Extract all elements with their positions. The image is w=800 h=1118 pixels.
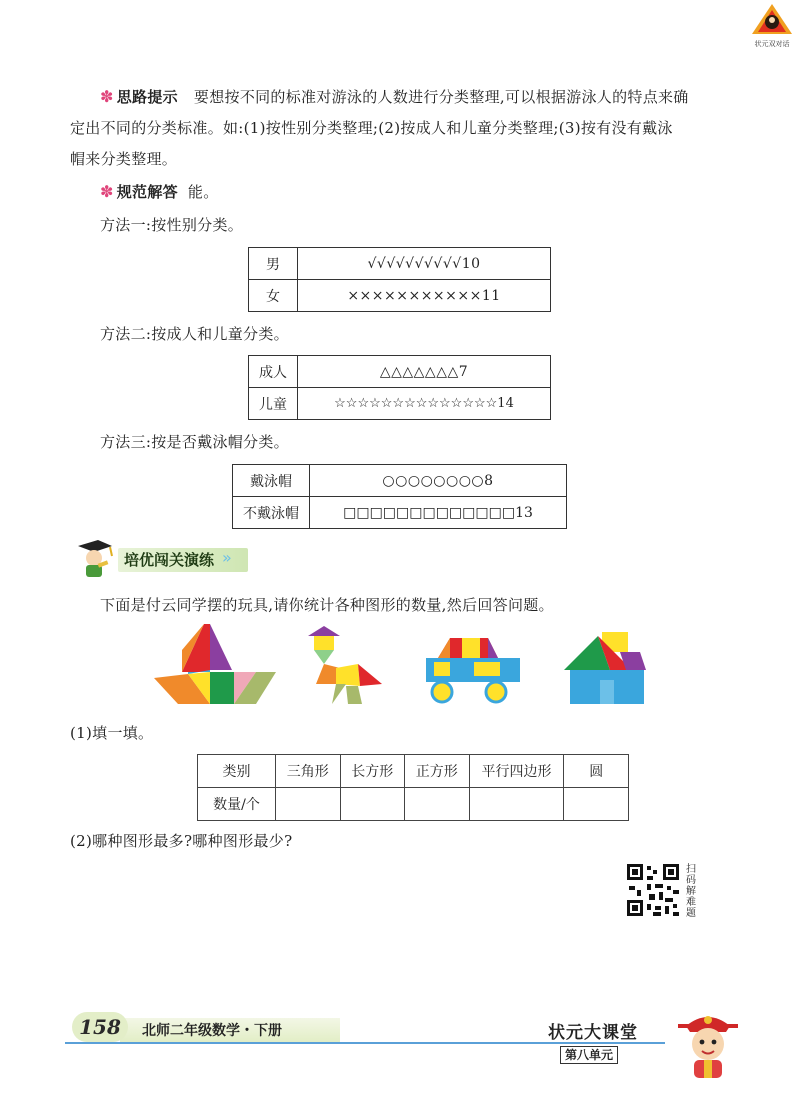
practice-question: 下面是付云同学摆的玩具,请你统计各种图形的数量,然后回答问题。 — [100, 596, 554, 614]
answer-label: 规范解答 — [116, 183, 178, 201]
hint-line-1 — [70, 81, 740, 113]
tangram-car — [424, 632, 524, 712]
tangram-bird — [302, 624, 392, 714]
question-2: (2)哪种图形最多?哪种图形最少? — [70, 832, 293, 850]
row-value: √√√√√√√√√√10 — [298, 248, 551, 280]
hint-text-1: 要想按不同的标准对游泳的人数进行分类整理,可以根据游泳人的特点来确 — [193, 88, 689, 106]
row-label: 不戴泳帽 — [233, 497, 310, 529]
hint-label: 思路提示 — [116, 88, 178, 106]
qr-code[interactable] — [625, 862, 681, 918]
flower-icon: ✽ — [100, 182, 114, 201]
answer-cell-triangle[interactable] — [276, 788, 341, 821]
tangram-house — [562, 630, 652, 710]
row-value: □□□□□□□□□□□□□13 — [310, 497, 567, 529]
table-header-row — [198, 755, 629, 788]
table-row — [233, 497, 567, 529]
page-number: 158 — [72, 1012, 128, 1042]
table-row — [249, 356, 551, 388]
row-label: 儿童 — [249, 388, 298, 420]
tally-table-cap — [232, 464, 567, 529]
tally-table-age — [248, 355, 551, 420]
method-title-3: 方法三:按是否戴泳帽分类。 — [100, 433, 289, 451]
book-title: 北师二年级数学・下册 — [142, 1023, 282, 1039]
logo-icon — [748, 2, 796, 36]
table-row — [249, 280, 551, 312]
qr-code-icon — [625, 862, 681, 918]
fill-table — [197, 754, 629, 821]
answer-text: 能。 — [187, 183, 219, 201]
question-1: (1)填一填。 — [70, 724, 154, 742]
row-value: ×××××××××××11 — [298, 280, 551, 312]
row-label: 戴泳帽 — [233, 465, 310, 497]
table-header-cell: 正方形 — [405, 755, 470, 788]
tangram-boat — [152, 622, 282, 712]
unit-label: 第八单元 — [560, 1046, 618, 1064]
table-row — [198, 788, 629, 821]
table-row — [249, 248, 551, 280]
qr-caption: 扫码解难题 — [686, 864, 696, 919]
table-header-cell: 三角形 — [276, 755, 341, 788]
hint-text-3: 帽来分类整理。 — [70, 150, 178, 168]
answer-line — [100, 176, 219, 208]
table-row — [233, 465, 567, 497]
table-row — [249, 388, 551, 420]
brand-name: 状元大课堂 — [548, 1023, 638, 1043]
table-header-cell: 平行四边形 — [469, 755, 564, 788]
answer-cell-square[interactable] — [405, 788, 470, 821]
flower-icon: ✽ — [100, 87, 114, 106]
hint-text-2: 定出不同的分类标准。如:(1)按性别分类整理;(2)按成人和儿童分类整理;(3)按有没有戴泳 — [70, 119, 673, 137]
table-header-cell: 类别 — [198, 755, 276, 788]
row-value: △△△△△△△7 — [298, 356, 551, 388]
answer-cell-parallelogram[interactable] — [469, 788, 564, 821]
tally-table-gender — [248, 247, 551, 312]
logo-caption: 状元双对话 — [754, 40, 790, 48]
banner-arrows: » — [222, 548, 232, 567]
row-value: ☆☆☆☆☆☆☆☆☆☆☆☆☆☆14 — [298, 388, 551, 420]
row-value: ○○○○○○○○8 — [310, 465, 567, 497]
hint-paragraph — [70, 81, 740, 175]
practice-banner: 培优闯关演练 — [124, 551, 215, 569]
row-label: 女 — [249, 280, 298, 312]
method-title-2: 方法二:按成人和儿童分类。 — [100, 325, 289, 343]
scholar-mascot-icon — [676, 1008, 740, 1082]
method-title-1: 方法一:按性别分类。 — [100, 216, 244, 234]
answer-cell-rectangle[interactable] — [340, 788, 405, 821]
answer-cell-circle[interactable] — [564, 788, 629, 821]
table-row-label: 数量/个 — [198, 788, 276, 821]
logo — [748, 2, 796, 48]
row-label: 男 — [249, 248, 298, 280]
doctor-mascot-icon — [72, 538, 116, 580]
table-header-cell: 圆 — [564, 755, 629, 788]
table-header-cell: 长方形 — [340, 755, 405, 788]
row-label: 成人 — [249, 356, 298, 388]
